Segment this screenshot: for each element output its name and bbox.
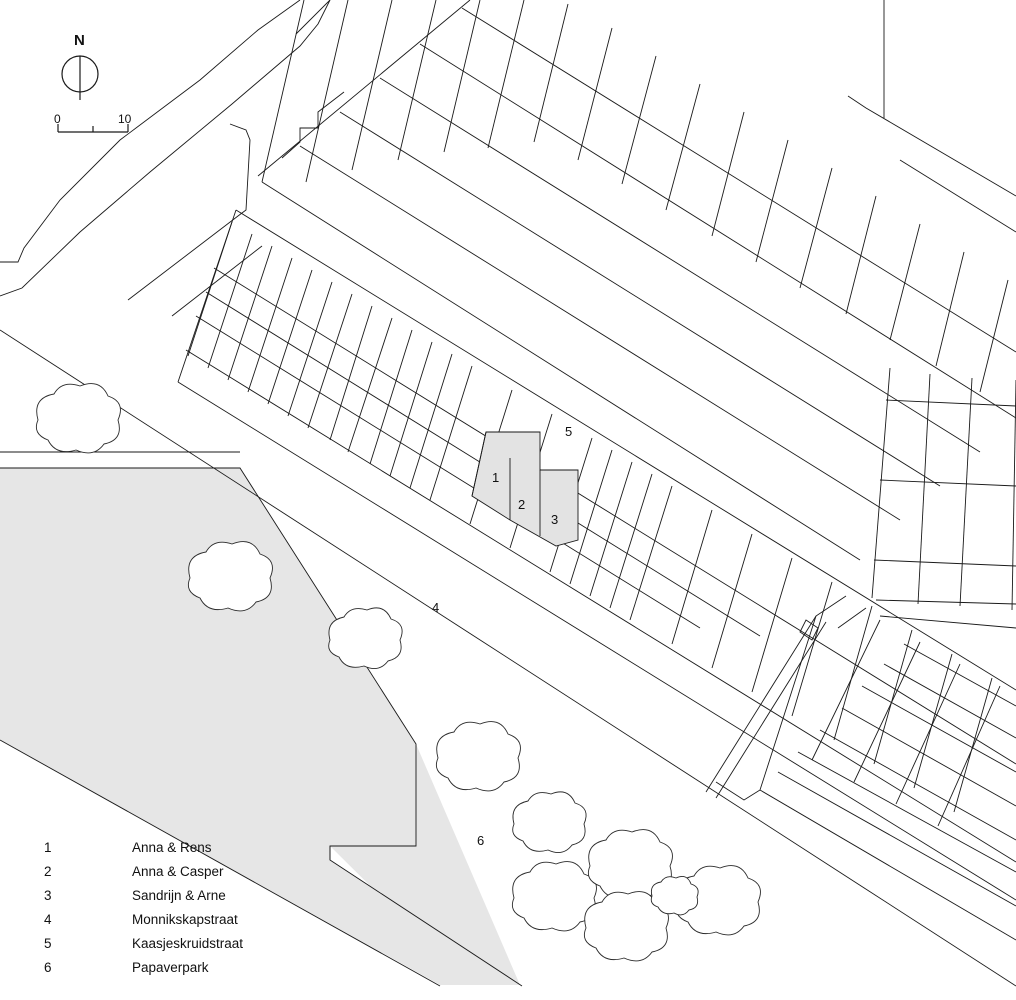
map-callout-5: 5: [565, 424, 573, 439]
north-label: N: [74, 32, 86, 49]
scale-end-label: 10: [118, 112, 132, 126]
legend-item-label: Monnikskapstraat: [132, 912, 238, 927]
legend-item: [44, 864, 243, 888]
legend-item-label: Sandrijn & Arne: [132, 888, 226, 903]
map-callout-6: 6: [477, 833, 485, 848]
north-arrow: [62, 56, 98, 100]
map-callout-1: 1: [492, 470, 500, 485]
map-callout-4: 4: [432, 600, 440, 615]
map-callout-2: 2: [518, 497, 526, 512]
map-callout-3: 3: [551, 512, 559, 527]
legend-item-number: 1: [44, 840, 52, 855]
building-block-south-east: [706, 368, 1016, 940]
legend-item-number: 2: [44, 864, 52, 879]
legend-item: [44, 840, 243, 864]
legend-item: [44, 888, 243, 912]
legend-item-number: 4: [44, 912, 52, 927]
legend-item-number: 5: [44, 936, 52, 951]
legend-item-label: Anna & Rens: [132, 840, 212, 855]
legend-item-label: Kaasjeskruidstraat: [132, 936, 244, 951]
legend-item: [44, 912, 243, 936]
legend-item: [44, 936, 243, 960]
legend: [44, 840, 243, 984]
scale-start-label: 0: [54, 112, 61, 126]
legend-item: [44, 960, 243, 984]
legend-item-number: 6: [44, 960, 52, 975]
legend-item-number: 3: [44, 888, 52, 903]
legend-item-label: Anna & Casper: [132, 864, 224, 879]
building-block-north: [258, 0, 1016, 560]
highlighted-dwellings: [472, 432, 578, 546]
legend-item-label: Papaverpark: [132, 960, 209, 975]
